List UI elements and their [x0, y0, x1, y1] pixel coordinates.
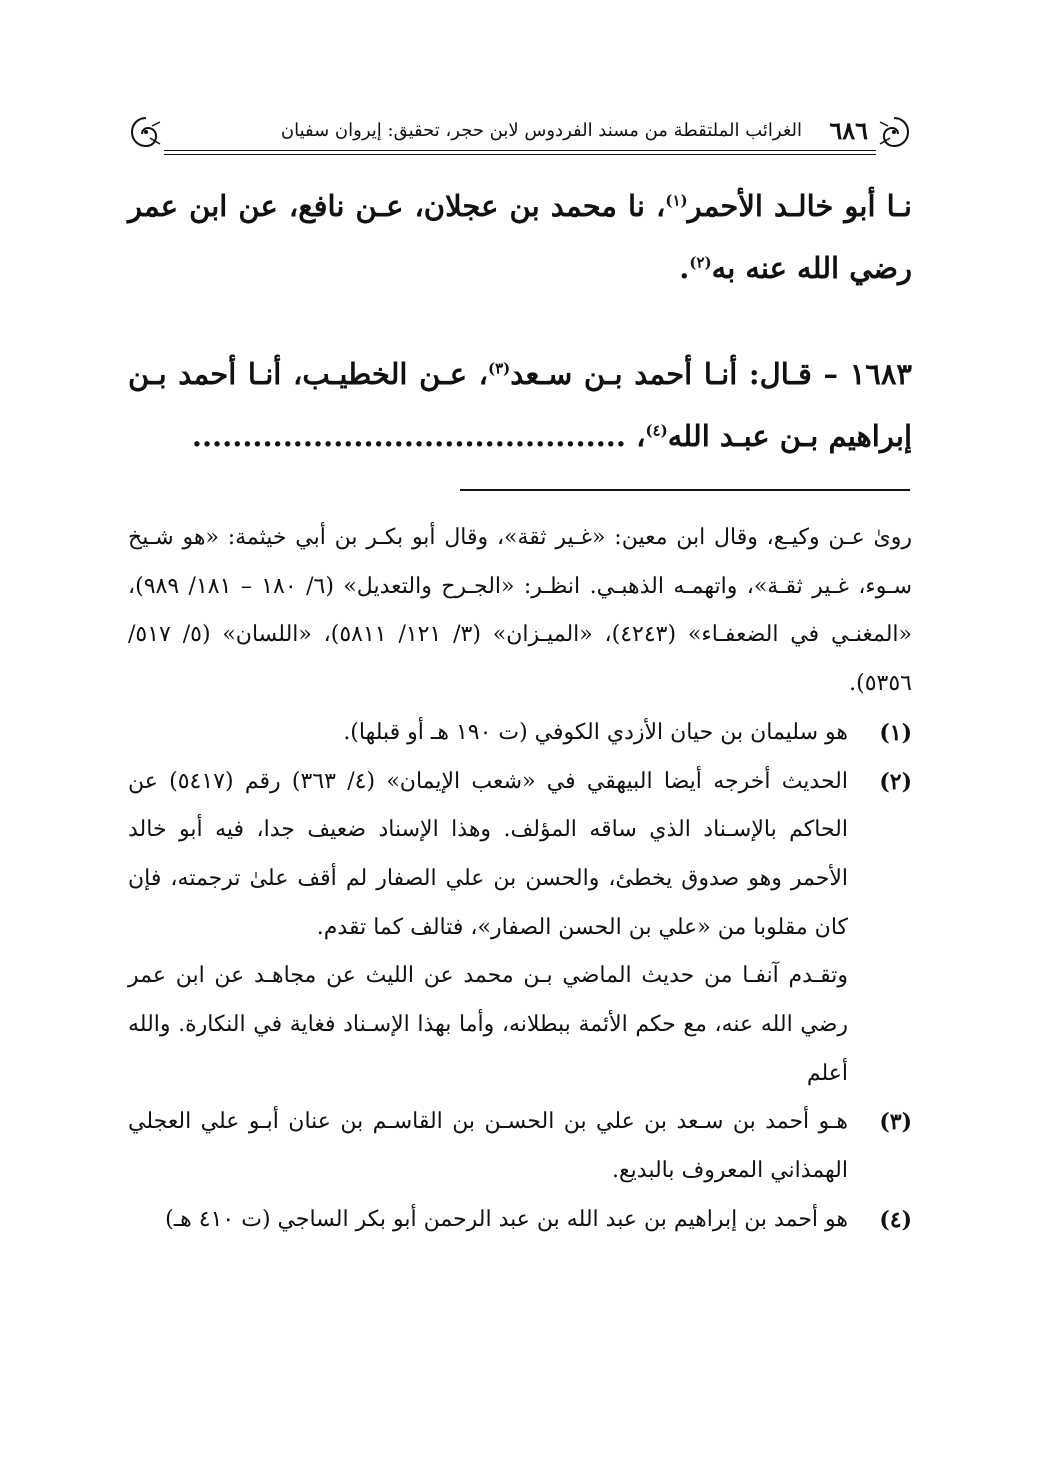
page-header: [128, 112, 912, 156]
footnote-2: [128, 758, 912, 953]
footnote-ref-4: (٤): [645, 421, 668, 440]
footnotes-section: [128, 514, 912, 1245]
footnote-number: (٢): [879, 768, 912, 795]
main-paragraph-2: [128, 343, 912, 467]
footnote-number: (٣): [879, 1109, 912, 1136]
footnote-number: (٤): [879, 1206, 912, 1233]
footnote-carryover: رو‌ىٰ عـن وكيـع، وقال ابن معين: «غـير ثقة»، وقال أبو بكـر بن أبي خيثمة: «هو شـيخ سـوء، غـير ثقـة»، واتهمـه الذهبـي. انظـر: «الجـرح والتعديل» (٦/ ١٨٠ – ١٨١/ ٩٨٩)، «المغنـي في الضعفـاء» (٤٢٤٣)، «الميـزان» (٣/ ١٢١/ ٥٨١١)، «اللسان» (٥/ ٥١٧/ ٥٣٥٦).: [128, 525, 913, 697]
footnote-3: [128, 1098, 912, 1195]
footnote-ref-3: (٣): [488, 359, 511, 378]
footnote-text: هو أحمد بن إبراهيم بن عبد الله بن عبد الرحمن أبو بكر الساجي (ت ٤١٠ هـ): [165, 1206, 848, 1232]
main-text-segment: ، ...........................................: [191, 419, 646, 453]
main-paragraph-1: [128, 175, 912, 299]
header-rule: [164, 150, 876, 155]
main-text-segment: نـا أبو خالـد الأحمر: [687, 189, 912, 223]
main-text-segment: .: [679, 251, 690, 285]
footnote-text: الحديث أخرجه أيضا البيهقي في «شعب الإيمان» (٤/ ٣٦٣) رقم (٥٤١٧) عن الحاكم بالإسـناد الذي ساقه المؤلف. وهذا الإسناد ضعيف جدا، فيه أبو خالد الأحمر وهو صدوق يخطئ، والحسن بن علي الصفار لم أقف علىٰ ترجمته، فإن كان مقلوبا من «علي بن الحسن الصفار»، فتالف كما تقدم.: [128, 768, 848, 940]
running-header-title: الغرائب الملتقطة من مسند الفردوس لابن حجر، تحقيق: إيروان سفيان: [280, 120, 802, 141]
ornament-left-icon: [128, 114, 164, 150]
footnote-text: هو سليمان بن حيان الأزدي الكوفي (ت ١٩٠ هـ أو قبلها).: [343, 719, 848, 745]
ornament-right-icon: [876, 114, 912, 150]
footnote-text: هـو أحمد بن سـعد بن علي بن الحسـن بن القاسـم بن عنان أبـو علي العجلي الهمذاني المعروف بالبديع.: [128, 1109, 848, 1184]
footnote-4: [128, 1196, 912, 1245]
footnote-ref-2: (٢): [689, 253, 712, 272]
footnote-separator: [460, 489, 910, 491]
footnote-2-continuation: وتقـدم آنفـا من حديث الماضي بـن محمد عن الليث عن مجاهـد عن ابن عمر رضي الله عنه، مع حكم الأئمة ببطلانه، وأما بهذا الإسـناد فغاية في النكارة. والله أعلم: [128, 963, 848, 1086]
main-text-segment: ، نا محمد بن عجلان، عـن نافع، عن ابن عمر رضي الله عنه به: [128, 189, 912, 285]
footnote-ref-1: (١): [665, 191, 688, 210]
main-text: [128, 175, 912, 467]
page-number: ٦٨٦: [829, 116, 868, 145]
footnote-number: (١): [879, 719, 912, 746]
main-text-segment: ١٦٨٣ – قـال: أنـا أحمد بـن سـعد: [510, 357, 912, 391]
footnote-1: [128, 709, 912, 758]
main-text-segment: ، عـن الخطيـب، أنـا أحمد بـن إبراهيم بـن عبـد الله: [128, 357, 912, 453]
